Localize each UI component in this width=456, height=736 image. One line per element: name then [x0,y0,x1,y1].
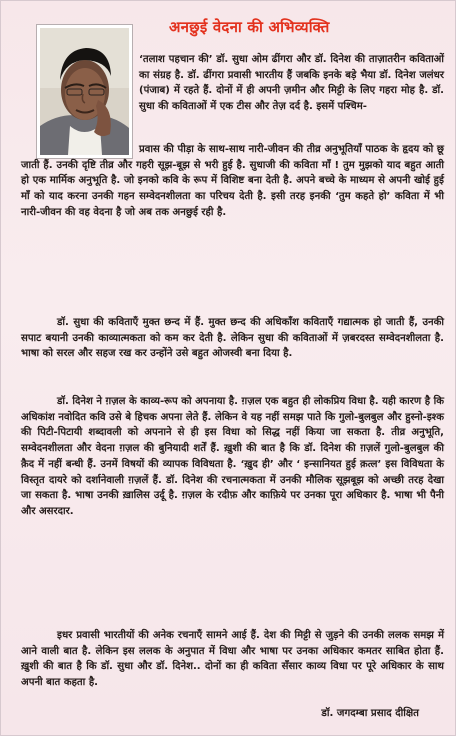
paragraph-1: ‘तलाश पहचान की’ डॉ. सुधा ओम ढींगरा और डॉ. दिनेश की ताज़ातरीन कविताओं का संग्रह है. डॉ. ढींगरा प्रवासी भारतीय हैं जबकि इनके बड़े भैया डॉ. दिनेश जलंधर (पंजाब) में रहते हैं. दोनों में ही अपनी ज़मीन और मिट्टी के लिए गहरा मोह है. डॉ. सुधा की कविताओं में एक टीस और तेज़ दर्द है. इसमें पश्चिम- [139,54,444,113]
paragraph-4: डॉ. दिनेश ने ग़ज़ल के काव्य-रूप को अपनाया है. ग़ज़ल एक बहुत ही लोकप्रिय विधा है. यही कारण है कि अधिकांश नवोदित कवि उसे बे हिचक अपना लेते हैं. लेकिन वे यह नहीं समझ पाते कि गुलो-बुलबुल और हुस्नो-इश्क की पिटी-पिटायी शब्दावली को अपनाने से ही इस विधा को सिद्ध नहीं किया जा सकता है. तीव्र अनुभूति, सम्वेदनशीलता और वेदना ग़ज़ल की बुनियादी शर्तें हैं. ख़ुशी की बात है कि डॉ. दिनेश की ग़ज़लें गुलो-बुलबुल की क़ैद में नहीं बन्धी हैं. उनमें विषयों की व्यापक विविधता है. ‘ख़ुद ही’ और ‘ इन्सानियत हुई क़त्ल’ इस विविधता के विस्तृत दायरे को दर्शानेवाली ग़ज़लें हैं. डॉ. दिनेश की रचनात्मकता में उनकी मौलिक सूझबूझ को अच्छी तरह देखा जा सकता है. भाषा उनकी ख़ालिस उर्दू है. ग़ज़ल के रदीफ़ और काफ़िये पर उनका पूरा अधिकार है. भाषा भी पैनी और असरदार. [21,396,444,517]
page-title: अनछुई वेदना की अभिव्यक्ति [169,18,330,36]
paragraph-5: इधर प्रवासी भारतीयों की अनेक रचनाएँ सामने आई हैं. देश की मिट्टी से जुड़ने की उनकी ललक समझ में आने वाली बात है. लेकिन इस ललक के अनुपात में विधा और भाषा पर उनका अधिकार कमतर साबित होता हैं. ख़ुशी की बात है कि डॉ. सुधा और डॉ. दिनेश.. दोनों का ही कविता सँसार काव्य विधा पर पूरे अधिकार के साथ अपनी बात कहता है. [21,630,444,689]
paragraph-2: प्रवास की पीड़ा के साथ-साथ नारी-जीवन की तीव्र अनुभूतियाँ पाठक के हृदय को छू जाती हैं. उनकी दृष्टि तीव्र और गहरी सूझ-बूझ से भरी हुई है. सुधाजी की कविता माँ ! तुम मुझको याद बहुत आती हो एक मार्मिक अनुभूति है. जो इनको कवि के रूप में विशिष्ट बना देती है. अपने बच्चे के माध्यम से अपनी खोई हुई माँ को याद करना उनकी गहन सम्वेदनशीलता का परिचय देती है. इसी तरह इनकी ‘तुम कहते हो’ कविता में भी नारी-जीवन की वह वेदना है जो अब तक अनछुई रही है. [21,144,444,218]
author-portrait-icon [40,28,129,155]
author-photo [36,24,133,159]
author-signature: डॉ. जगदम्बा प्रसाद दीक्षित [321,708,419,719]
paragraph-3: डॉ. सुधा की कविताएँ मुक्त छन्द में हैं. मुक्त छन्द की अधिकाँश कविताएँ गद्यात्मक हो जाती हैं, उनकी सपाट बयानी उनकी काव्यात्मकता को कम कर देती है. लेकिन सुधा की कविताओं में ज़बरदस्त सम्वेदनशीलता है. भाषा को सरल और सहज रख कर उन्होंने उसे बहुत ओजस्वी बना दिया है. [21,317,444,360]
